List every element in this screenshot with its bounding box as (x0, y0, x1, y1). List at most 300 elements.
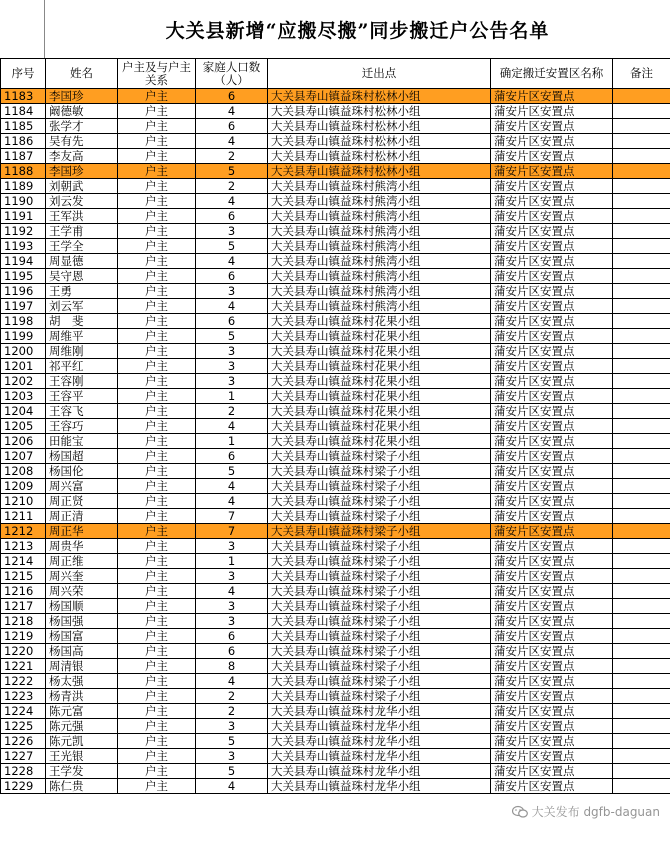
name-cell: 刘朝武 (46, 179, 118, 194)
table-row (1, 134, 670, 149)
seq-cell: 1193 (1, 239, 46, 254)
seq-cell: 1221 (1, 659, 46, 674)
table-row (1, 449, 670, 464)
destination-cell: 蒲安片区安置点 (491, 719, 613, 734)
remarks-cell (613, 704, 670, 719)
remarks-cell (613, 389, 670, 404)
origin-cell: 大关县寿山镇益珠村熊湾小组 (268, 284, 491, 299)
relation-cell: 户主 (118, 269, 196, 284)
relation-cell: 户主 (118, 224, 196, 239)
origin-cell: 大关县寿山镇益珠村梁子小组 (268, 464, 491, 479)
relation-cell: 户主 (118, 749, 196, 764)
seq-cell: 1207 (1, 449, 46, 464)
table-row (1, 164, 670, 179)
table-row (1, 569, 670, 584)
origin-cell: 大关县寿山镇益珠村花果小组 (268, 389, 491, 404)
header-destination: 确定搬迁安置区名称 (491, 59, 613, 89)
relation-cell: 户主 (118, 599, 196, 614)
table-row (1, 554, 670, 569)
relation-cell: 户主 (118, 614, 196, 629)
destination-cell: 蒲安片区安置点 (491, 584, 613, 599)
relation-cell: 户主 (118, 209, 196, 224)
table-row (1, 104, 670, 119)
seq-cell: 1184 (1, 104, 46, 119)
seq-cell: 1200 (1, 344, 46, 359)
household-size-cell: 2 (196, 149, 268, 164)
seq-cell: 1223 (1, 689, 46, 704)
remarks-cell (613, 329, 670, 344)
destination-cell: 蒲安片区安置点 (491, 314, 613, 329)
seq-cell: 1219 (1, 629, 46, 644)
watermark (512, 803, 660, 820)
name-cell: 周清银 (46, 659, 118, 674)
household-size-cell: 4 (196, 419, 268, 434)
origin-cell: 大关县寿山镇益珠村龙华小组 (268, 764, 491, 779)
household-size-cell: 6 (196, 644, 268, 659)
origin-cell: 大关县寿山镇益珠村熊湾小组 (268, 254, 491, 269)
origin-cell: 大关县寿山镇益珠村熊湾小组 (268, 224, 491, 239)
table-row (1, 374, 670, 389)
name-cell: 张学才 (46, 119, 118, 134)
name-cell: 王军洪 (46, 209, 118, 224)
household-size-cell: 5 (196, 164, 268, 179)
name-cell: 王勇 (46, 284, 118, 299)
relation-cell: 户主 (118, 509, 196, 524)
table-row (1, 674, 670, 689)
name-cell: 周正维 (46, 554, 118, 569)
remarks-cell (613, 254, 670, 269)
name-cell: 周兴奎 (46, 569, 118, 584)
origin-cell: 大关县寿山镇益珠村熊湾小组 (268, 179, 491, 194)
household-size-cell: 6 (196, 119, 268, 134)
name-cell: 周正清 (46, 509, 118, 524)
name-cell: 周维平 (46, 329, 118, 344)
household-size-cell: 4 (196, 494, 268, 509)
name-cell: 王学发 (46, 764, 118, 779)
table-row (1, 119, 670, 134)
name-cell: 杨国高 (46, 644, 118, 659)
remarks-cell (613, 434, 670, 449)
household-size-cell: 7 (196, 509, 268, 524)
table-row (1, 524, 670, 539)
relation-cell: 户主 (118, 419, 196, 434)
origin-cell: 大关县寿山镇益珠村松林小组 (268, 164, 491, 179)
relation-cell: 户主 (118, 434, 196, 449)
remarks-cell (613, 689, 670, 704)
origin-cell: 大关县寿山镇益珠村梁子小组 (268, 524, 491, 539)
seq-cell: 1183 (1, 89, 46, 104)
seq-cell: 1222 (1, 674, 46, 689)
origin-cell: 大关县寿山镇益珠村松林小组 (268, 89, 491, 104)
header-remarks: 备注 (613, 59, 670, 89)
seq-cell: 1215 (1, 569, 46, 584)
seq-cell: 1205 (1, 419, 46, 434)
relation-cell: 户主 (118, 149, 196, 164)
household-size-cell: 3 (196, 284, 268, 299)
relation-cell: 户主 (118, 479, 196, 494)
table-row (1, 209, 670, 224)
remarks-cell (613, 89, 670, 104)
relation-cell: 户主 (118, 734, 196, 749)
name-cell: 王容飞 (46, 404, 118, 419)
name-cell: 杨青洪 (46, 689, 118, 704)
remarks-cell (613, 224, 670, 239)
table-row (1, 509, 670, 524)
name-cell: 胡 斐 (46, 314, 118, 329)
origin-cell: 大关县寿山镇益珠村梁子小组 (268, 644, 491, 659)
household-size-cell: 8 (196, 659, 268, 674)
name-cell: 杨国强 (46, 614, 118, 629)
household-size-cell: 4 (196, 299, 268, 314)
relation-cell: 户主 (118, 359, 196, 374)
title-row (0, 0, 670, 58)
table-row (1, 494, 670, 509)
name-cell: 刘云军 (46, 299, 118, 314)
destination-cell: 蒲安片区安置点 (491, 239, 613, 254)
name-cell: 吴守恩 (46, 269, 118, 284)
table-row (1, 779, 670, 794)
page-title: 大关县新增“应搬尽搬”同步搬迁户公告名单 (165, 19, 550, 42)
header-row (1, 59, 670, 89)
table-row (1, 689, 670, 704)
table-row (1, 359, 670, 374)
header-relation: 户主及与户主关系 (118, 59, 196, 89)
remarks-cell (613, 479, 670, 494)
seq-cell: 1216 (1, 584, 46, 599)
remarks-cell (613, 734, 670, 749)
name-cell: 田能宝 (46, 434, 118, 449)
destination-cell: 蒲安片区安置点 (491, 119, 613, 134)
origin-cell: 大关县寿山镇益珠村熊湾小组 (268, 194, 491, 209)
origin-cell: 大关县寿山镇益珠村花果小组 (268, 359, 491, 374)
header-origin: 迁出点 (268, 59, 491, 89)
name-cell: 杨国富 (46, 629, 118, 644)
household-size-cell: 3 (196, 569, 268, 584)
table-row (1, 584, 670, 599)
name-cell: 王容刚 (46, 374, 118, 389)
table-row (1, 479, 670, 494)
remarks-cell (613, 359, 670, 374)
origin-cell: 大关县寿山镇益珠村龙华小组 (268, 704, 491, 719)
table-row (1, 644, 670, 659)
table-row (1, 464, 670, 479)
household-size-cell: 6 (196, 314, 268, 329)
remarks-cell (613, 659, 670, 674)
table-row (1, 89, 670, 104)
destination-cell: 蒲安片区安置点 (491, 179, 613, 194)
household-size-cell: 2 (196, 704, 268, 719)
name-cell: 王学全 (46, 239, 118, 254)
destination-cell: 蒲安片区安置点 (491, 389, 613, 404)
origin-cell: 大关县寿山镇益珠村梁子小组 (268, 659, 491, 674)
household-size-cell: 2 (196, 689, 268, 704)
table-row (1, 419, 670, 434)
table-row (1, 239, 670, 254)
relation-cell: 户主 (118, 239, 196, 254)
remarks-cell (613, 284, 670, 299)
destination-cell: 蒲安片区安置点 (491, 554, 613, 569)
seq-cell: 1227 (1, 749, 46, 764)
seq-cell: 1212 (1, 524, 46, 539)
origin-cell: 大关县寿山镇益珠村熊湾小组 (268, 209, 491, 224)
destination-cell: 蒲安片区安置点 (491, 749, 613, 764)
destination-cell: 蒲安片区安置点 (491, 494, 613, 509)
table-row (1, 179, 670, 194)
household-size-cell: 1 (196, 389, 268, 404)
relation-cell: 户主 (118, 719, 196, 734)
household-size-cell: 6 (196, 209, 268, 224)
remarks-cell (613, 314, 670, 329)
table-row (1, 314, 670, 329)
destination-cell: 蒲安片区安置点 (491, 689, 613, 704)
origin-cell: 大关县寿山镇益珠村梁子小组 (268, 494, 491, 509)
table-row (1, 344, 670, 359)
remarks-cell (613, 164, 670, 179)
remarks-cell (613, 134, 670, 149)
remarks-cell (613, 674, 670, 689)
destination-cell: 蒲安片区安置点 (491, 509, 613, 524)
remarks-cell (613, 539, 670, 554)
origin-cell: 大关县寿山镇益珠村花果小组 (268, 434, 491, 449)
destination-cell: 蒲安片区安置点 (491, 569, 613, 584)
relation-cell: 户主 (118, 329, 196, 344)
destination-cell: 蒲安片区安置点 (491, 674, 613, 689)
seq-cell: 1199 (1, 329, 46, 344)
remarks-cell (613, 179, 670, 194)
remarks-cell (613, 569, 670, 584)
seq-cell: 1198 (1, 314, 46, 329)
household-size-cell: 3 (196, 614, 268, 629)
table-row (1, 299, 670, 314)
remarks-cell (613, 419, 670, 434)
relation-cell: 户主 (118, 284, 196, 299)
seq-cell: 1185 (1, 119, 46, 134)
relation-cell: 户主 (118, 194, 196, 209)
origin-cell: 大关县寿山镇益珠村龙华小组 (268, 779, 491, 794)
remarks-cell (613, 404, 670, 419)
seq-cell: 1209 (1, 479, 46, 494)
relation-cell: 户主 (118, 674, 196, 689)
table-row (1, 749, 670, 764)
destination-cell: 蒲安片区安置点 (491, 404, 613, 419)
relation-cell: 户主 (118, 314, 196, 329)
name-cell: 杨国伦 (46, 464, 118, 479)
origin-cell: 大关县寿山镇益珠村龙华小组 (268, 719, 491, 734)
table-row (1, 629, 670, 644)
origin-cell: 大关县寿山镇益珠村梁子小组 (268, 599, 491, 614)
table-row (1, 734, 670, 749)
table-row (1, 659, 670, 674)
household-size-cell: 6 (196, 449, 268, 464)
destination-cell: 蒲安片区安置点 (491, 779, 613, 794)
remarks-cell (613, 104, 670, 119)
household-size-cell: 2 (196, 404, 268, 419)
seq-cell: 1229 (1, 779, 46, 794)
destination-cell: 蒲安片区安置点 (491, 764, 613, 779)
table-row (1, 254, 670, 269)
household-size-cell: 6 (196, 269, 268, 284)
seq-cell: 1214 (1, 554, 46, 569)
household-size-cell: 5 (196, 239, 268, 254)
household-size-cell: 4 (196, 254, 268, 269)
destination-cell: 蒲安片区安置点 (491, 134, 613, 149)
origin-cell: 大关县寿山镇益珠村松林小组 (268, 149, 491, 164)
origin-cell: 大关县寿山镇益珠村梁子小组 (268, 584, 491, 599)
household-size-cell: 3 (196, 374, 268, 389)
seq-cell: 1187 (1, 149, 46, 164)
remarks-cell (613, 449, 670, 464)
remarks-cell (613, 644, 670, 659)
name-cell: 刘云发 (46, 194, 118, 209)
seq-cell: 1204 (1, 404, 46, 419)
name-cell: 周正贤 (46, 494, 118, 509)
remarks-cell (613, 719, 670, 734)
table-row (1, 719, 670, 734)
origin-cell: 大关县寿山镇益珠村梁子小组 (268, 629, 491, 644)
household-size-cell: 7 (196, 524, 268, 539)
remarks-cell (613, 599, 670, 614)
relation-cell: 户主 (118, 299, 196, 314)
household-size-cell: 6 (196, 629, 268, 644)
destination-cell: 蒲安片区安置点 (491, 359, 613, 374)
relation-cell: 户主 (118, 344, 196, 359)
header-name: 姓名 (46, 59, 118, 89)
seq-cell: 1217 (1, 599, 46, 614)
remarks-cell (613, 299, 670, 314)
seq-cell: 1189 (1, 179, 46, 194)
origin-cell: 大关县寿山镇益珠村梁子小组 (268, 539, 491, 554)
household-size-cell: 3 (196, 749, 268, 764)
name-cell: 陈元富 (46, 704, 118, 719)
table-row (1, 539, 670, 554)
origin-cell: 大关县寿山镇益珠村龙华小组 (268, 734, 491, 749)
remarks-cell (613, 464, 670, 479)
origin-cell: 大关县寿山镇益珠村熊湾小组 (268, 299, 491, 314)
relation-cell: 户主 (118, 464, 196, 479)
relation-cell: 户主 (118, 539, 196, 554)
remarks-cell (613, 779, 670, 794)
name-cell: 王容巧 (46, 419, 118, 434)
destination-cell: 蒲安片区安置点 (491, 614, 613, 629)
seq-cell: 1190 (1, 194, 46, 209)
seq-cell: 1188 (1, 164, 46, 179)
name-cell: 李国珍 (46, 164, 118, 179)
destination-cell: 蒲安片区安置点 (491, 89, 613, 104)
origin-cell: 大关县寿山镇益珠村花果小组 (268, 374, 491, 389)
destination-cell: 蒲安片区安置点 (491, 149, 613, 164)
relation-cell: 户主 (118, 449, 196, 464)
table-row (1, 269, 670, 284)
header-household-size: 家庭人口数（人） (196, 59, 268, 89)
table-row (1, 389, 670, 404)
destination-cell: 蒲安片区安置点 (491, 539, 613, 554)
origin-cell: 大关县寿山镇益珠村松林小组 (268, 119, 491, 134)
destination-cell: 蒲安片区安置点 (491, 344, 613, 359)
remarks-cell (613, 209, 670, 224)
destination-cell: 蒲安片区安置点 (491, 329, 613, 344)
name-cell: 杨国超 (46, 449, 118, 464)
relation-cell: 户主 (118, 254, 196, 269)
seq-cell: 1228 (1, 764, 46, 779)
origin-cell: 大关县寿山镇益珠村梁子小组 (268, 509, 491, 524)
household-size-cell: 5 (196, 764, 268, 779)
seq-cell: 1194 (1, 254, 46, 269)
relation-cell: 户主 (118, 689, 196, 704)
relation-cell: 户主 (118, 179, 196, 194)
relation-cell: 户主 (118, 764, 196, 779)
destination-cell: 蒲安片区安置点 (491, 209, 613, 224)
remarks-cell (613, 344, 670, 359)
name-cell: 周贵华 (46, 539, 118, 554)
relation-cell: 户主 (118, 584, 196, 599)
origin-cell: 大关县寿山镇益珠村松林小组 (268, 134, 491, 149)
table-row (1, 194, 670, 209)
destination-cell: 蒲安片区安置点 (491, 224, 613, 239)
relation-cell: 户主 (118, 629, 196, 644)
household-size-cell: 2 (196, 179, 268, 194)
relation-cell: 户主 (118, 404, 196, 419)
destination-cell: 蒲安片区安置点 (491, 104, 613, 119)
household-size-cell: 5 (196, 734, 268, 749)
watermark-text: 大关发布 dgfb-daguan (531, 805, 660, 819)
remarks-cell (613, 509, 670, 524)
seq-cell: 1202 (1, 374, 46, 389)
relation-cell: 户主 (118, 494, 196, 509)
relation-cell: 户主 (118, 119, 196, 134)
table-row (1, 284, 670, 299)
household-size-cell: 4 (196, 674, 268, 689)
origin-cell: 大关县寿山镇益珠村花果小组 (268, 419, 491, 434)
seq-cell: 1186 (1, 134, 46, 149)
table-body (1, 89, 670, 794)
remarks-cell (613, 494, 670, 509)
household-size-cell: 3 (196, 719, 268, 734)
seq-cell: 1220 (1, 644, 46, 659)
name-cell: 王光银 (46, 749, 118, 764)
destination-cell: 蒲安片区安置点 (491, 644, 613, 659)
household-size-cell: 3 (196, 344, 268, 359)
name-cell: 杨国顺 (46, 599, 118, 614)
household-size-cell: 4 (196, 194, 268, 209)
destination-cell: 蒲安片区安置点 (491, 464, 613, 479)
name-cell: 王学甫 (46, 224, 118, 239)
destination-cell: 蒲安片区安置点 (491, 629, 613, 644)
household-size-cell: 4 (196, 104, 268, 119)
relation-cell: 户主 (118, 704, 196, 719)
destination-cell: 蒲安片区安置点 (491, 659, 613, 674)
remarks-cell (613, 269, 670, 284)
destination-cell: 蒲安片区安置点 (491, 734, 613, 749)
seq-cell: 1203 (1, 389, 46, 404)
seq-cell: 1211 (1, 509, 46, 524)
relation-cell: 户主 (118, 659, 196, 674)
destination-cell: 蒲安片区安置点 (491, 194, 613, 209)
table-row (1, 329, 670, 344)
destination-cell: 蒲安片区安置点 (491, 299, 613, 314)
remarks-cell (613, 239, 670, 254)
destination-cell: 蒲安片区安置点 (491, 164, 613, 179)
seq-cell: 1208 (1, 464, 46, 479)
destination-cell: 蒲安片区安置点 (491, 284, 613, 299)
seq-cell: 1213 (1, 539, 46, 554)
destination-cell: 蒲安片区安置点 (491, 479, 613, 494)
name-cell: 周正华 (46, 524, 118, 539)
origin-cell: 大关县寿山镇益珠村梁子小组 (268, 479, 491, 494)
household-size-cell: 3 (196, 539, 268, 554)
name-cell: 阚德敏 (46, 104, 118, 119)
remarks-cell (613, 149, 670, 164)
relation-cell: 户主 (118, 374, 196, 389)
